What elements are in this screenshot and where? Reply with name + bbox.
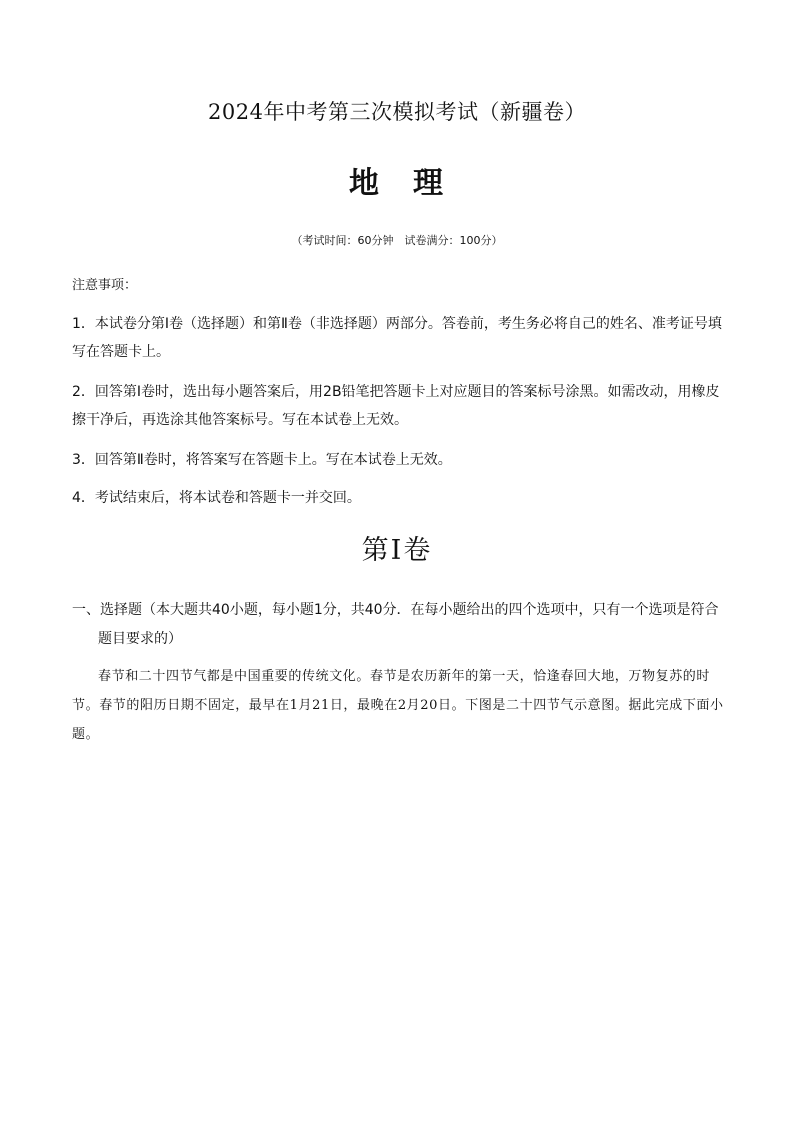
part-heading: 一、选择题（本大题共40小题，每小题1分，共40分．在每小题给出的四个选项中，只有一个选项是符合题目要求的）	[72, 602, 719, 647]
subject-char-1: 地	[349, 166, 381, 201]
subject-char-2: 理	[413, 166, 445, 201]
exam-title: 2024年中考第三次模拟考试（新疆卷）	[208, 100, 586, 124]
notes-title: 注意事项：	[72, 278, 138, 293]
subject-heading	[0, 158, 794, 202]
note-item: 3．回答第Ⅱ卷时，将答案写在答题卡上。写在本试卷上无效。	[72, 452, 452, 468]
note-item: 4．考试结束后，将本试卷和答题卡一并交回。	[72, 490, 361, 506]
question-passage: 春节和二十四节气都是中国重要的传统文化。春节是农历新年的第一天，恰逢春回大地，万物复苏的时节。春节的阳历日期不固定，最早在1月21日，最晚在2月20日。下图是二十四节气示意图。据此完成下面小题。	[72, 669, 724, 742]
note-item: 1．本试卷分第Ⅰ卷（选择题）和第Ⅱ卷（非选择题）两部分。答卷前，考生务必将自己的姓名、准考证号填写在答题卡上。	[72, 316, 722, 360]
exam-info: （考试时间：60分钟 试卷满分：100分）	[291, 234, 503, 247]
section-title: 第Ⅰ卷	[361, 535, 433, 566]
note-item: 2．回答第Ⅰ卷时，选出每小题答案后，用2B铅笔把答题卡上对应题目的答案标号涂黑。如需改动，用橡皮擦干净后，再选涂其他答案标号。写在本试卷上无效。	[72, 384, 720, 428]
